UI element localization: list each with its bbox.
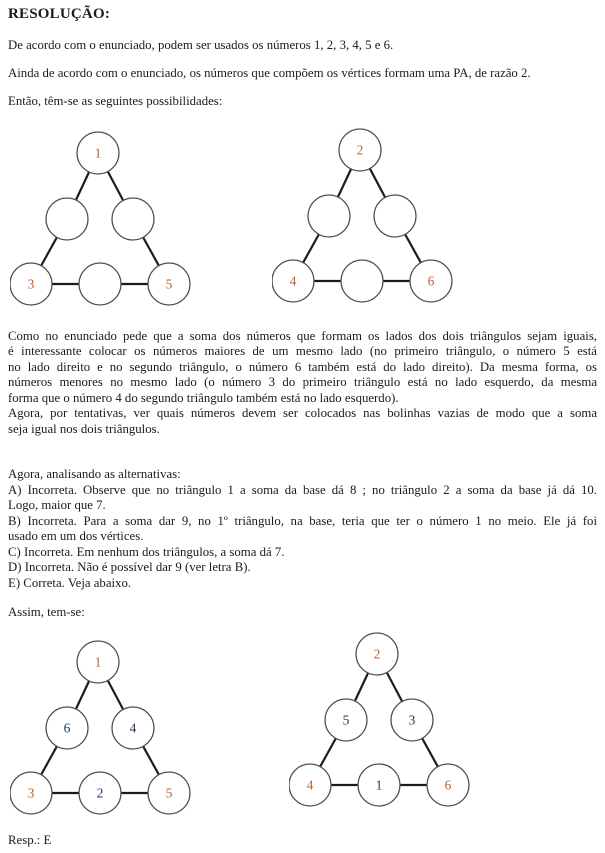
alternative-b-line-2: usado em um dos vértices. xyxy=(8,529,144,543)
node-circle-bottom-middle xyxy=(341,260,383,302)
triangle-possibility-1 xyxy=(10,131,192,309)
node-number-bottom-left-vertex: 4 xyxy=(289,273,297,288)
alternative-d: D) Incorreta. Não é possível dar 9 (ver letra B). xyxy=(8,560,251,574)
analysis-line: Como no enunciado pede que a soma dos números que formam os lados dos dois triângulos sejam iguais, xyxy=(8,328,597,343)
node-number-bottom-right-vertex: 6 xyxy=(427,273,435,288)
possibility-triangle-2-svg xyxy=(272,128,454,306)
analysis-line: forma que o número 4 do segundo triângulo também está no lado esquerdo). xyxy=(8,390,399,405)
node-number-bottom-right-vertex: 5 xyxy=(165,276,173,291)
node-number-right-side-middle: 3 xyxy=(408,712,416,727)
intro-paragraph-1: De acordo com o enunciado, podem ser usados os números 1, 2, 3, 4, 5 e 6. xyxy=(8,38,394,52)
alternative-c: C) Incorreta. Em nenhum dos triângulos, a soma dá 7. xyxy=(8,544,285,559)
possibility-triangle-1-svg xyxy=(10,131,192,309)
triangle-possibility-2 xyxy=(272,128,454,306)
intro-paragraph-3: Então, têm-se as seguintes possibilidades: xyxy=(8,94,223,108)
intro-paragraph-2: Ainda de acordo com o enunciado, os números que compõem os vértices formam uma PA, de razão 2. xyxy=(8,66,531,80)
node-number-left-side-middle: 6 xyxy=(63,720,71,735)
alternatives-heading: Agora, analisando as alternativas: xyxy=(8,467,181,481)
node-number-top-vertex: 1 xyxy=(94,145,102,160)
node-number-right-side-middle: 4 xyxy=(129,720,137,735)
analysis-paragraph xyxy=(8,329,597,438)
node-number-bottom-middle: 1 xyxy=(375,777,383,792)
node-number-top-vertex: 2 xyxy=(356,142,364,157)
alternatives-section xyxy=(8,467,597,591)
analysis-line: seja igual nos dois triângulos. xyxy=(8,421,160,436)
node-number-top-vertex: 2 xyxy=(373,646,381,661)
node-circle-right-side-middle xyxy=(112,198,154,240)
alternative-e: E) Correta. Veja abaixo. xyxy=(8,575,132,590)
node-number-top-vertex: 1 xyxy=(94,654,102,669)
analysis-line: é interessante colocar os números maiores de um mesmo lado (no primeiro triângulo, o número 5 está xyxy=(8,344,597,358)
alternative-a-line-1: A) Incorreta. Observe que no triângulo 1 a soma da base dá 8 ; no triângulo 2 a soma da base já dá 10. xyxy=(8,482,597,497)
conclusion-paragraph: Assim, tem-se: xyxy=(8,605,85,619)
page-title: RESOLUÇÃO: xyxy=(8,6,111,22)
solution-triangle-2-svg xyxy=(289,632,471,810)
node-number-bottom-middle: 2 xyxy=(96,785,104,800)
solution-diagram-row xyxy=(8,632,597,815)
node-number-bottom-left-vertex: 3 xyxy=(27,785,35,800)
node-number-bottom-right-vertex: 5 xyxy=(165,785,173,800)
triangle-solution-2 xyxy=(289,632,471,810)
final-answer: Resp.: E xyxy=(8,832,52,847)
triangle-solution-1 xyxy=(10,640,192,818)
node-circle-right-side-middle xyxy=(374,195,416,237)
node-number-bottom-left-vertex: 4 xyxy=(306,777,314,792)
node-circle-left-side-middle xyxy=(308,195,350,237)
node-circle-bottom-middle xyxy=(79,263,121,305)
solution-triangle-1-svg xyxy=(10,640,192,818)
analysis-line: números menores no mesmo lado (o número 3 do primeiro triângulo está no lado esquerdo, da mesma xyxy=(8,375,597,389)
node-number-bottom-right-vertex: 6 xyxy=(444,777,452,792)
node-number-left-side-middle: 5 xyxy=(342,712,350,727)
possibilities-diagram-row xyxy=(8,128,597,306)
node-number-bottom-left-vertex: 3 xyxy=(27,276,35,291)
alternative-a-line-2: Logo, maior que 7. xyxy=(8,498,106,512)
analysis-line: Agora, por tentativas, ver quais números devem ser colocados nas bolinhas vazias de modo que a soma xyxy=(8,406,597,420)
node-circle-left-side-middle xyxy=(46,198,88,240)
alternative-b-line-1: B) Incorreta. Para a soma dar 9, no 1º triângulo, na base, teria que ter o número 1 no meio. Ele já foi xyxy=(8,513,597,528)
analysis-line: no lado direito e no segundo triângulo, o número 6 também está do lado direito). Da mesma forma, os xyxy=(8,359,597,374)
